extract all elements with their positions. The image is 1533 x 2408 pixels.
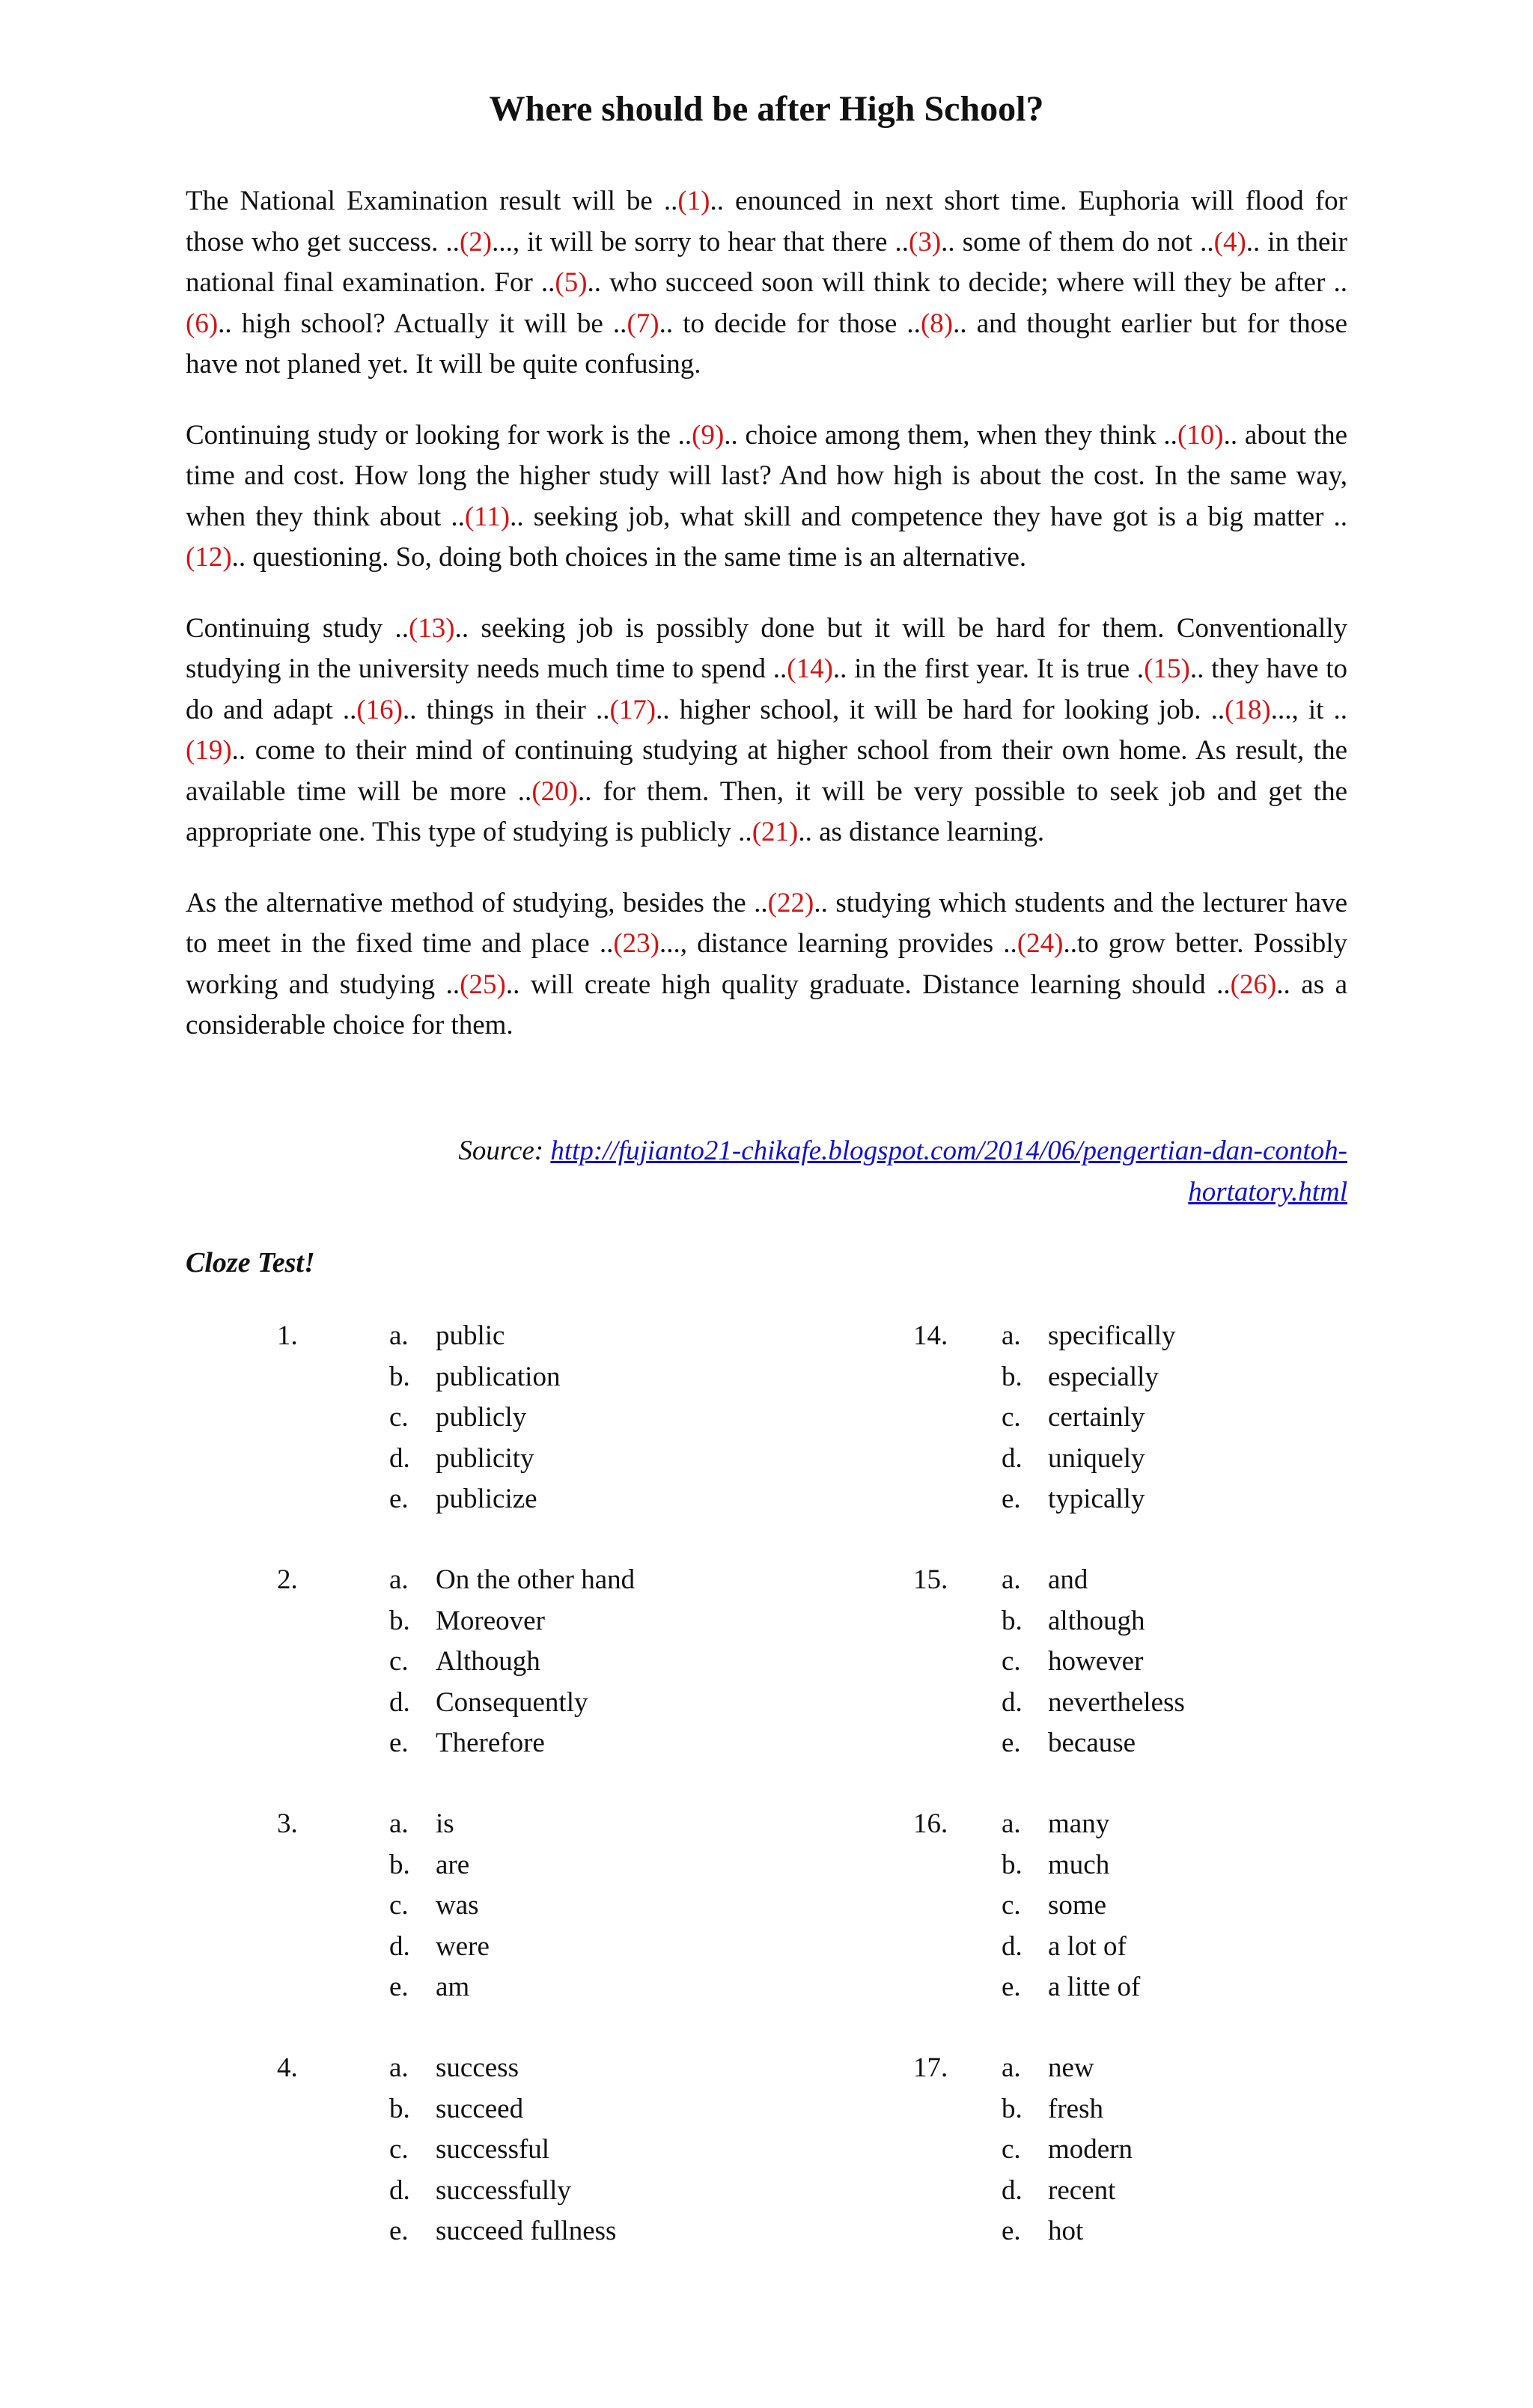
option-letter: e. (1002, 1728, 1021, 1758)
option-letter: a. (1002, 1564, 1021, 1595)
option-text: uniquely (1048, 1442, 1145, 1474)
answer-option (1002, 1723, 1185, 1764)
question-number: 15. (913, 1564, 948, 1595)
blank-marker: (5) (555, 267, 588, 298)
question-item (913, 2048, 1385, 2292)
option-text: much (1048, 1849, 1110, 1880)
option-letter: e. (1002, 2216, 1021, 2246)
option-text: Therefore (436, 1728, 545, 1758)
question-number: 3. (277, 1808, 298, 1839)
question-item (913, 1316, 1385, 1560)
option-letter: b. (1002, 1361, 1022, 1392)
option-text: nevertheless (1048, 1686, 1185, 1718)
passage-text: .. come to their mind of continuing studying at higher school from their own home. As result, the available time will be more .. (186, 735, 1347, 807)
option-letter: e. (389, 1728, 409, 1758)
option-letter: e. (389, 2216, 409, 2246)
blank-marker: (6) (186, 308, 219, 339)
answer-option (389, 1642, 635, 1683)
answer-options (1002, 1560, 1185, 1764)
blank-marker: (23) (613, 928, 659, 959)
source-label: Source: (458, 1136, 544, 1166)
question-item (913, 1804, 1385, 2048)
passage-text: ..., distance learning provides .. (659, 928, 1017, 959)
answer-option (389, 1683, 635, 1724)
option-letter: b. (1002, 1605, 1022, 1636)
answer-option (1002, 2089, 1133, 2130)
option-text: is (436, 1808, 454, 1839)
blank-marker: (4) (1213, 226, 1246, 257)
question-item (277, 1560, 741, 1804)
option-text: recent (1048, 2174, 1116, 2206)
option-text: publicly (436, 1402, 527, 1433)
answer-option (389, 1927, 490, 1968)
paragraph (186, 415, 1347, 579)
blank-marker: (8) (920, 308, 954, 339)
option-letter: c. (1002, 2134, 1021, 2165)
option-letter: c. (389, 2134, 409, 2165)
source-citation (374, 1130, 1347, 1213)
option-letter: b. (1002, 2093, 1022, 2124)
blank-marker: (13) (408, 612, 455, 644)
answer-option (389, 1601, 635, 1642)
passage-text: .. to decide for those .. (659, 308, 921, 339)
answer-option (389, 1886, 490, 1927)
option-letter: d. (389, 1442, 410, 1474)
option-letter: d. (1002, 1930, 1022, 1962)
passage-text: Continuing study .. (186, 612, 409, 644)
answer-option (1002, 2130, 1133, 2171)
passage-text: The National Examination result will be .. (186, 186, 678, 216)
answer-option (389, 1316, 560, 1357)
question-item (277, 2048, 741, 2292)
option-letter: b. (389, 1849, 410, 1880)
question-number: 16. (913, 1808, 948, 1839)
blank-marker: (9) (692, 419, 725, 451)
answer-option (389, 1967, 490, 2008)
blank-marker: (22) (767, 887, 814, 918)
source-link[interactable] (550, 1136, 1347, 1207)
question-item (913, 1560, 1385, 1804)
option-letter: e. (1002, 1484, 1021, 1514)
option-letter: a. (1002, 1320, 1021, 1351)
answer-options (389, 1804, 490, 2008)
paragraph (186, 609, 1347, 853)
option-text: were (436, 1930, 490, 1962)
answer-option (389, 2171, 616, 2212)
passage-text: .. as a considerable choice for them. (186, 969, 1348, 1040)
option-letter: b. (1002, 1849, 1022, 1880)
option-letter: d. (389, 1686, 410, 1718)
passage-text: .. for them. Then, it will be very possible to seek job and get the appropriate one. This type of studying is publicly .. (186, 775, 1347, 847)
option-text: because (1048, 1728, 1136, 1758)
page-title: Where should be after High School? (489, 89, 1044, 129)
blank-marker: (16) (356, 694, 403, 725)
answer-option (389, 1845, 490, 1886)
option-text: succeed (436, 2093, 524, 2124)
answer-option (1002, 1927, 1140, 1968)
option-text: was (436, 1890, 479, 1921)
passage-text: .. questioning. So, doing both choices in the same time is an alternative. (231, 542, 1027, 573)
question-column-left (277, 1316, 741, 2292)
option-text: and (1048, 1564, 1088, 1595)
blank-marker: (20) (531, 775, 578, 807)
blank-marker: (21) (752, 817, 799, 847)
option-text: publication (436, 1361, 561, 1392)
blank-marker: (7) (627, 308, 659, 339)
passage (186, 181, 1347, 1076)
blank-marker: (18) (1225, 694, 1271, 725)
paragraph (186, 883, 1347, 1046)
option-letter: e. (389, 1484, 409, 1514)
option-letter: c. (1002, 1890, 1021, 1921)
passage-text: .. in the first year. It is true . (832, 653, 1145, 684)
option-letter: a. (389, 1808, 409, 1839)
answer-option (1002, 1642, 1185, 1683)
option-text: publicity (436, 1442, 534, 1474)
answer-option (1002, 1479, 1176, 1520)
passage-text: .. enounced in next short time. Euphoria will flood for those who get success. .. (186, 186, 1347, 257)
answer-options (1002, 1804, 1140, 2008)
passage-text: ..., it will be sorry to hear that there .. (492, 226, 909, 257)
blank-marker: (10) (1177, 419, 1224, 451)
answer-options (1002, 2048, 1133, 2252)
passage-text: ..to grow better. Possibly working and studying .. (186, 928, 1347, 1000)
question-number: 17. (913, 2052, 948, 2083)
option-letter: c. (389, 1890, 409, 1921)
option-text: successfully (436, 2174, 571, 2206)
blank-marker: (15) (1144, 653, 1190, 684)
option-text: successful (436, 2134, 550, 2165)
passage-text: .. higher school, it will be hard for looking job. .. (656, 694, 1225, 725)
option-text: On the other hand (436, 1564, 636, 1595)
blank-marker: (25) (460, 969, 506, 1000)
option-letter: a. (389, 1320, 409, 1351)
answer-options (1002, 1316, 1176, 1520)
passage-text: .. seeking job is possibly done but it will be hard for them. Conventionally studying in the university needs much time to spend .. (186, 612, 1348, 684)
option-letter: d. (1002, 1686, 1022, 1718)
blank-marker: (26) (1230, 969, 1277, 1000)
option-letter: a. (1002, 2052, 1021, 2083)
answer-option (1002, 1804, 1140, 1845)
answer-option (1002, 1601, 1185, 1642)
option-text: fresh (1048, 2093, 1103, 2124)
option-letter: a. (389, 2052, 409, 2083)
passage-text: .. high school? Actually it will be .. (218, 308, 627, 339)
option-letter: a. (1002, 1808, 1021, 1839)
option-letter: d. (1002, 1442, 1022, 1474)
answer-option (1002, 1397, 1176, 1439)
passage-text: Continuing study or looking for work is the .. (186, 419, 692, 451)
answer-option (1002, 1357, 1176, 1398)
option-letter: e. (1002, 1972, 1021, 2002)
answer-option (1002, 1886, 1140, 1927)
source-link-line2: hortatory.html (1188, 1177, 1347, 1207)
passage-text: .. in their national final examination. For .. (186, 226, 1347, 298)
option-text: a lot of (1048, 1930, 1127, 1962)
source-link-line1: http://fujianto21-chikafe.blogspot.com/2014/06/pengertian-dan-contoh- (550, 1136, 1347, 1166)
option-text: certainly (1048, 1402, 1145, 1433)
option-text: hot (1048, 2216, 1084, 2246)
option-text: success (436, 2052, 519, 2083)
option-text: are (436, 1849, 470, 1880)
passage-text: .. some of them do not .. (941, 226, 1214, 257)
cloze-test-heading: Cloze Test! (186, 1247, 315, 1278)
answer-option (1002, 1316, 1176, 1357)
option-letter: c. (389, 1402, 409, 1433)
question-number: 1. (277, 1320, 298, 1351)
answer-options (389, 1560, 635, 1764)
answer-option (1002, 2211, 1133, 2252)
option-text: succeed fullness (436, 2216, 617, 2246)
option-text: modern (1048, 2134, 1133, 2165)
option-text: Moreover (436, 1605, 545, 1636)
passage-text: .. who succeed soon will think to decide; where will they be after .. (587, 267, 1347, 298)
answer-option (1002, 1845, 1140, 1886)
option-letter: b. (389, 2093, 410, 2124)
passage-text: .. seeking job, what skill and competence they have got is a big matter .. (510, 501, 1347, 532)
question-number: 14. (913, 1320, 948, 1351)
passage-text: ..., it .. (1270, 694, 1348, 725)
option-letter: b. (389, 1361, 410, 1392)
answer-option (1002, 1683, 1185, 1724)
answer-option (389, 2130, 616, 2171)
option-text: many (1048, 1808, 1110, 1839)
option-text: publicize (436, 1484, 537, 1514)
question-column-right (913, 1316, 1385, 2292)
option-letter: d. (389, 2174, 410, 2206)
option-text: Consequently (436, 1686, 588, 1718)
answer-option (1002, 1967, 1140, 2008)
passage-text: .. as distance learning. (798, 817, 1045, 847)
answer-option (389, 2089, 616, 2130)
option-letter: a. (389, 1564, 409, 1595)
option-text: public (436, 1320, 505, 1351)
answer-option (389, 1357, 560, 1398)
question-number: 4. (277, 2052, 298, 2083)
option-text: a litte of (1048, 1972, 1141, 2002)
option-letter: e. (389, 1972, 409, 2002)
answer-option (389, 2048, 616, 2089)
blank-marker: (19) (186, 735, 232, 766)
passage-text: .. about the time and cost. How long the higher study will last? And how high is about the cost. In the same way, when they think about .. (186, 419, 1347, 532)
answer-option (389, 1723, 635, 1764)
question-item (277, 1316, 741, 1560)
option-text: although (1048, 1605, 1145, 1636)
answer-option (389, 1479, 560, 1520)
option-letter: c. (1002, 1646, 1021, 1677)
option-text: new (1048, 2052, 1094, 2083)
option-text: typically (1048, 1484, 1145, 1514)
answer-options (389, 1316, 560, 1520)
passage-text: .. will create high quality graduate. Distance learning should .. (505, 969, 1231, 1000)
option-text: am (436, 1972, 470, 2002)
option-text: specifically (1048, 1320, 1176, 1351)
option-text: some (1048, 1890, 1107, 1921)
answer-option (1002, 1560, 1185, 1601)
answer-option (1002, 2048, 1133, 2089)
answer-option (389, 1439, 560, 1480)
blank-marker: (17) (609, 694, 656, 725)
blank-marker: (12) (186, 542, 232, 573)
question-number: 2. (277, 1564, 298, 1595)
blank-marker: (24) (1017, 928, 1064, 959)
blank-marker: (1) (677, 186, 710, 216)
passage-text: .. studying which students and the lecturer have to meet in the fixed time and place .. (186, 887, 1347, 959)
blank-marker: (2) (459, 226, 493, 257)
passage-text: As the alternative method of studying, besides the .. (186, 887, 768, 918)
blank-marker: (3) (909, 226, 942, 257)
answer-options (389, 2048, 616, 2252)
passage-text: .. and thought earlier but for those have not planed yet. It will be quite confusing. (186, 308, 1347, 380)
answer-option (389, 1397, 560, 1439)
answer-option (389, 2211, 616, 2252)
answer-option (389, 1560, 635, 1601)
passage-text: .. choice among them, when they think .. (724, 419, 1177, 451)
paragraph (186, 181, 1347, 385)
answer-option (389, 1804, 490, 1845)
option-letter: b. (389, 1605, 410, 1636)
option-letter: d. (389, 1930, 410, 1962)
passage-text: .. things in their .. (403, 694, 610, 725)
answer-option (1002, 1439, 1176, 1480)
question-item (277, 1804, 741, 2048)
option-letter: d. (1002, 2174, 1022, 2206)
option-letter: c. (389, 1646, 409, 1677)
blank-marker: (14) (787, 653, 833, 684)
option-text: especially (1048, 1361, 1159, 1392)
answer-option (1002, 2171, 1133, 2212)
passage-text: .. they have to do and adapt .. (186, 653, 1348, 725)
blank-marker: (11) (464, 501, 511, 532)
option-text: however (1048, 1646, 1144, 1677)
option-letter: c. (1002, 1402, 1021, 1433)
option-text: Although (436, 1646, 540, 1677)
